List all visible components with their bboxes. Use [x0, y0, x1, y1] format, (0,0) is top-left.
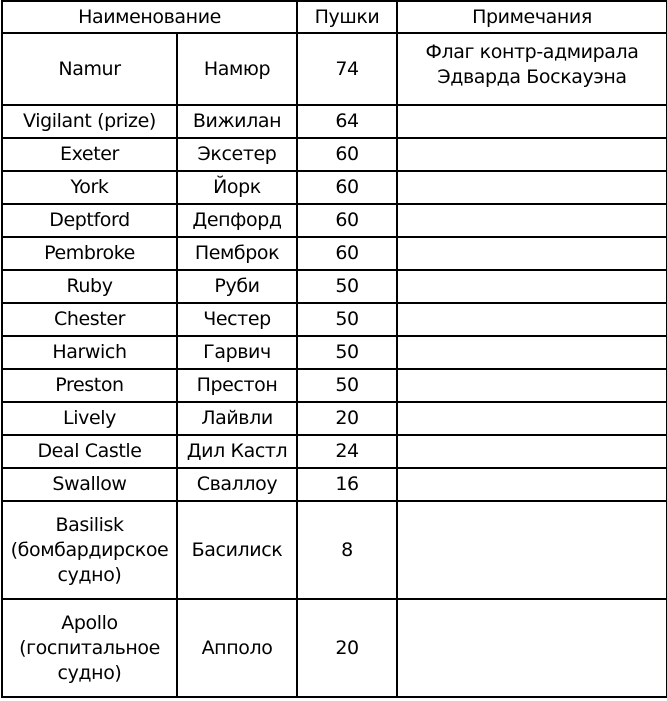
ship-notes	[397, 336, 667, 369]
ship-name-ru: Пемброк	[177, 237, 297, 270]
header-name: Наименование	[2, 1, 297, 33]
table-row	[2, 501, 667, 599]
ship-name-en-line: судно)	[57, 661, 122, 684]
ship-notes	[397, 105, 667, 138]
ship-name-en: Deptford	[2, 204, 177, 237]
ship-guns: 20	[297, 599, 397, 697]
ship-name-ru: Дил Кастл	[177, 435, 297, 468]
table-row	[2, 204, 667, 237]
ship-notes	[397, 501, 667, 599]
table-row	[2, 468, 667, 501]
ship-name-ru: Эксетер	[177, 138, 297, 171]
ship-name-en: Swallow	[2, 468, 177, 501]
ship-guns: 50	[297, 336, 397, 369]
ship-name-en: Vigilant (prize)	[2, 105, 177, 138]
ship-name-en: Harwich	[2, 336, 177, 369]
ship-name-ru: Басилиск	[177, 501, 297, 599]
ship-guns: 74	[297, 33, 397, 105]
ship-guns: 16	[297, 468, 397, 501]
ship-guns: 50	[297, 270, 397, 303]
table-row	[2, 171, 667, 204]
ship-name-ru: Честер	[177, 303, 297, 336]
ship-name-en: Lively	[2, 402, 177, 435]
table-row	[2, 402, 667, 435]
ship-name-ru: Сваллоу	[177, 468, 297, 501]
ship-name-ru: Лайвли	[177, 402, 297, 435]
ship-name-en: Ruby	[2, 270, 177, 303]
ship-name-en-line: судно)	[57, 563, 122, 586]
ship-guns: 20	[297, 402, 397, 435]
table-row	[2, 270, 667, 303]
ship-name-en: Exeter	[2, 138, 177, 171]
ship-name-en: Chester	[2, 303, 177, 336]
ship-guns: 60	[297, 237, 397, 270]
header-row	[2, 1, 667, 33]
ships-table	[1, 0, 667, 698]
ship-name-en-line: Apollo	[61, 611, 118, 634]
ship-notes	[397, 369, 667, 402]
ship-guns: 50	[297, 303, 397, 336]
ship-notes	[397, 138, 667, 171]
ship-name-ru: Гарвич	[177, 336, 297, 369]
ship-notes	[397, 204, 667, 237]
table-row	[2, 303, 667, 336]
notes-line: Эдварда Боскауэна	[437, 66, 627, 88]
ship-notes	[397, 270, 667, 303]
ship-name-en-line: (госпитальное	[19, 636, 160, 659]
ship-guns: 64	[297, 105, 397, 138]
ship-name-en-line: Basilisk	[55, 513, 124, 536]
ship-notes	[397, 435, 667, 468]
ship-name-ru: Престон	[177, 369, 297, 402]
ship-notes	[397, 468, 667, 501]
ship-guns: 60	[297, 204, 397, 237]
ship-name-ru: Вижилан	[177, 105, 297, 138]
ship-guns: 50	[297, 369, 397, 402]
ship-name-en: York	[2, 171, 177, 204]
ship-guns: 8	[297, 501, 397, 599]
ship-guns: 24	[297, 435, 397, 468]
ship-name-en: Preston	[2, 369, 177, 402]
ship-name-ru: Йорк	[177, 171, 297, 204]
table-row	[2, 435, 667, 468]
ship-notes	[397, 599, 667, 697]
ship-notes	[397, 303, 667, 336]
ship-notes	[397, 402, 667, 435]
header-guns: Пушки	[297, 1, 397, 33]
ship-notes	[397, 33, 667, 105]
ship-name-ru: Намюр	[177, 33, 297, 105]
table-row	[2, 237, 667, 270]
ship-name-ru: Апполо	[177, 599, 297, 697]
table-row	[2, 138, 667, 171]
table-row	[2, 369, 667, 402]
ship-guns: 60	[297, 138, 397, 171]
ship-name-en: Deal Castle	[2, 435, 177, 468]
header-notes: Примечания	[397, 1, 667, 33]
table-row	[2, 599, 667, 697]
notes-line: Флаг контр-адмирала	[425, 41, 639, 63]
ship-name-ru: Депфорд	[177, 204, 297, 237]
ship-name-en-line: (бомбардирское	[10, 538, 169, 561]
ship-guns: 60	[297, 171, 397, 204]
ship-name-ru: Руби	[177, 270, 297, 303]
table-row	[2, 336, 667, 369]
ship-name-en: Namur	[2, 33, 177, 105]
ship-notes	[397, 171, 667, 204]
ship-name-en	[2, 501, 177, 599]
table-row	[2, 33, 667, 105]
ship-notes	[397, 237, 667, 270]
ship-name-en: Pembroke	[2, 237, 177, 270]
table-row	[2, 105, 667, 138]
ship-name-en	[2, 599, 177, 697]
